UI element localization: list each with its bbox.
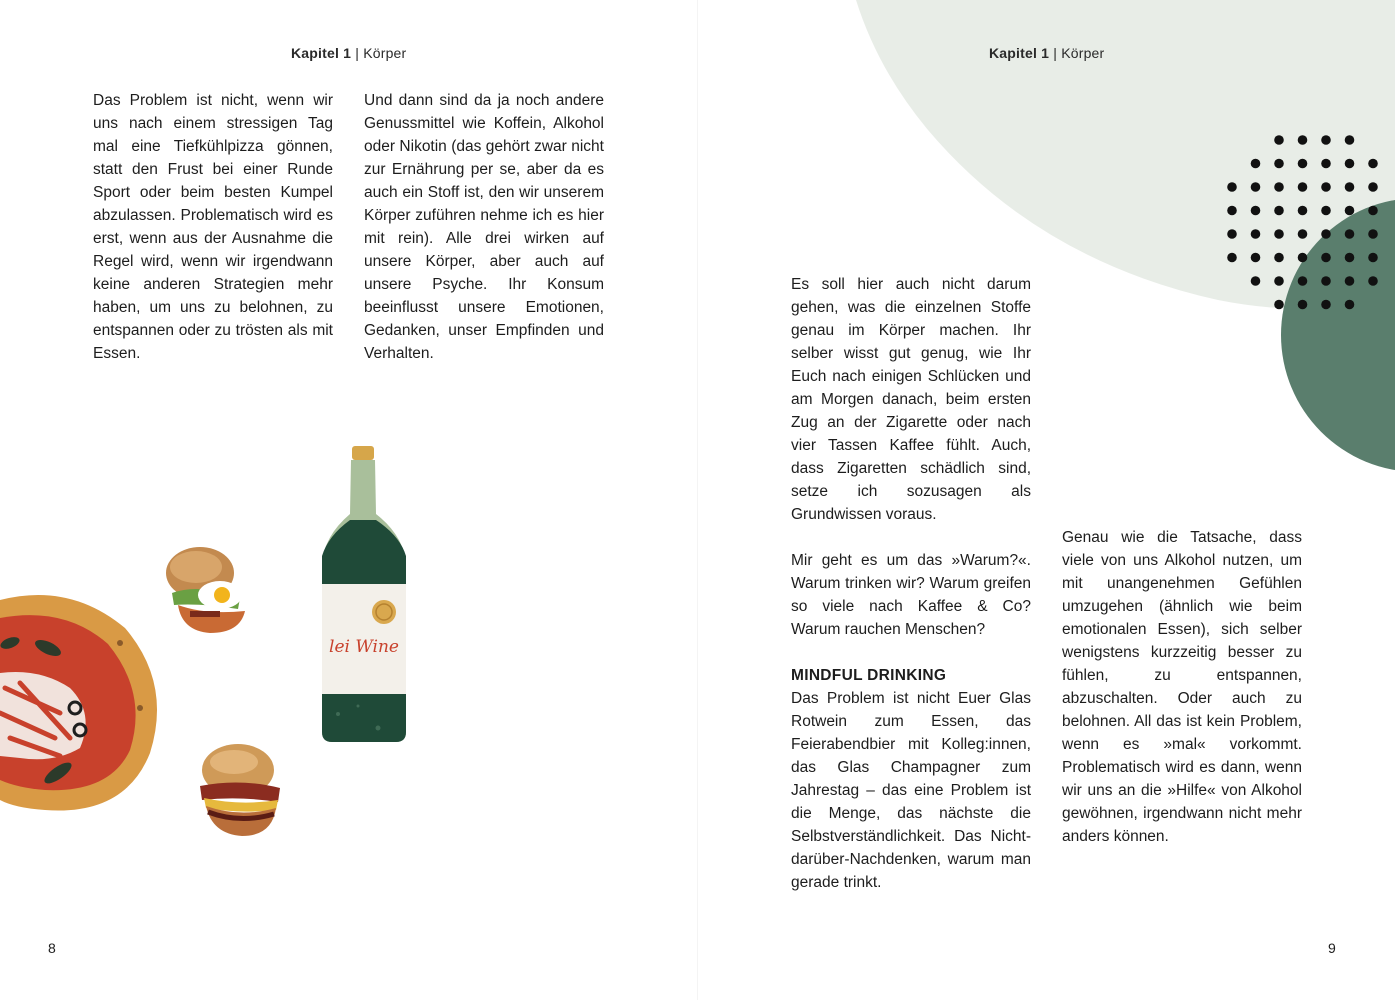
- dot: [1274, 182, 1284, 192]
- right-column-2: [1062, 526, 1302, 848]
- dot: [1298, 206, 1308, 216]
- dot: [1298, 135, 1308, 145]
- dot: [1321, 253, 1331, 263]
- section-label: Körper: [1061, 45, 1105, 61]
- dot: [1321, 135, 1331, 145]
- dot: [1274, 253, 1284, 263]
- dot: [1298, 229, 1308, 239]
- dot: [1274, 159, 1284, 169]
- dot: [1345, 159, 1355, 169]
- left-column-2: [364, 89, 604, 365]
- right-page: [698, 0, 1395, 1000]
- dot: [1345, 229, 1355, 239]
- chapter-label: Kapitel 1: [989, 45, 1050, 61]
- dot: [1251, 276, 1261, 286]
- dot: [1345, 253, 1355, 263]
- dot: [1251, 253, 1261, 263]
- section-label: Körper: [363, 45, 407, 61]
- dot: [1251, 159, 1261, 169]
- left-page: [0, 0, 697, 1000]
- dot: [1368, 229, 1378, 239]
- paragraph: Und dann sind da ja noch andere Genussmittel wie Koffein, Alkohol oder Nikotin (das gehört zwar nicht zur Ernährung per se, aber da es auch ein Stoff ist, den wir unserem Körper zuführen nehme ich es hier mit rein). Alle drei wirken auf unsere Körper, aber auch auf unsere Psyche. Ihr Konsum beeinflusst unsere Emotionen, Gedanken, unser Empfinden und Verhalten.: [364, 92, 604, 362]
- pizza-illustration: [0, 588, 165, 818]
- page-number-left: 8: [48, 940, 56, 956]
- paragraph: Mir geht es um das »Warum?«. Warum trinken wir? Warum greifen so viele nach Kaffee & Co? Warum rauchen Menschen?: [791, 552, 1031, 638]
- running-head-left: [291, 45, 406, 61]
- page-number-right: 9: [1328, 940, 1336, 956]
- dot: [1274, 276, 1284, 286]
- dot: [1368, 159, 1378, 169]
- paragraph: Das Problem ist nicht Euer Glas Rotwein zum Essen, das Feierabendbier mit Kolleg:innen, das Glas Champagner zum Jahrestag – das eine Problem ist die Menge, das nächste die Selbstverständlichkeit. Das Nicht-darüber-Nachdenken, warum man gerade trinkt.: [791, 690, 1031, 891]
- burger-egg-illustration: [160, 543, 255, 638]
- dot: [1298, 253, 1308, 263]
- dot: [1321, 229, 1331, 239]
- right-column-1: [791, 273, 1031, 894]
- dot: [1298, 300, 1308, 310]
- dot: [1321, 182, 1331, 192]
- dot: [1321, 159, 1331, 169]
- dot: [1345, 135, 1355, 145]
- dot: [1368, 182, 1378, 192]
- paragraph: Genau wie die Tatsache, dass viele von uns Alkohol nutzen, um mit unangenehmen Gefühlen umzugehen (ähnlich wie beim emotionalen Essen), sich selber wenigstens kurzzeitig besser zu fühlen, zu entspannen, abzuschalten. Oder auch zu belohnen. All das ist kein Problem, wenn es »mal« vorkommt. Problematisch wird es dann, wenn wir uns an die »Hilfe« von Alkohol gewöhnen, irgendwann nicht mehr anders können.: [1062, 529, 1302, 845]
- paragraph: Es soll hier auch nicht darum gehen, was die einzelnen Stoffe genau im Körper machen. Ihr selber wisst gut genug, wie Ihr Euch nach einigen Schlücken und am Morgen danach, beim ersten Zug an der Zigarette oder nach vier Tassen Kaffee fühlt. Auch, dass Zigaretten schädlich sind, setze ich sozusagen als Grundwissen voraus.: [791, 276, 1031, 523]
- dot: [1321, 276, 1331, 286]
- running-head-right: [989, 45, 1104, 61]
- dot: [1368, 206, 1378, 216]
- dot: [1345, 182, 1355, 192]
- dot: [1251, 182, 1261, 192]
- dot: [1227, 253, 1237, 263]
- header-separator: |: [1049, 45, 1062, 61]
- chapter-label: Kapitel 1: [291, 45, 352, 61]
- dot: [1274, 206, 1284, 216]
- section-heading: MINDFUL DRINKING: [791, 667, 947, 684]
- dot: [1251, 229, 1261, 239]
- dot: [1274, 135, 1284, 145]
- paragraph: Das Problem ist nicht, wenn wir uns nach einem stressigen Tag mal eine Tiefkühlpizza gönnen, statt den Frust bei einer Runde Sport oder beim besten Kumpel abzulassen. Problematisch wird es erst, wenn aus der Ausnahme die Regel wird, wenn wir irgendwann keine anderen Strategien mehr haben, um uns zu belohnen, zu entspannen oder zu trösten als mit Essen.: [93, 92, 333, 362]
- dot: [1345, 276, 1355, 286]
- wine-bottle-illustration: [318, 444, 410, 746]
- dot: [1368, 253, 1378, 263]
- burger-bacon-illustration: [190, 740, 290, 840]
- dot: [1321, 206, 1331, 216]
- dot: [1368, 276, 1378, 286]
- bottle-label: lei Wine: [329, 637, 399, 657]
- dot: [1345, 206, 1355, 216]
- dot: [1251, 206, 1261, 216]
- dot: [1227, 182, 1237, 192]
- dot: [1227, 206, 1237, 216]
- left-column-1: [93, 89, 333, 365]
- dot: [1274, 229, 1284, 239]
- dot: [1227, 229, 1237, 239]
- dot: [1345, 300, 1355, 310]
- header-separator: |: [351, 45, 364, 61]
- dot: [1298, 182, 1308, 192]
- dot: [1274, 300, 1284, 310]
- dot: [1298, 276, 1308, 286]
- dot: [1321, 300, 1331, 310]
- dot: [1298, 159, 1308, 169]
